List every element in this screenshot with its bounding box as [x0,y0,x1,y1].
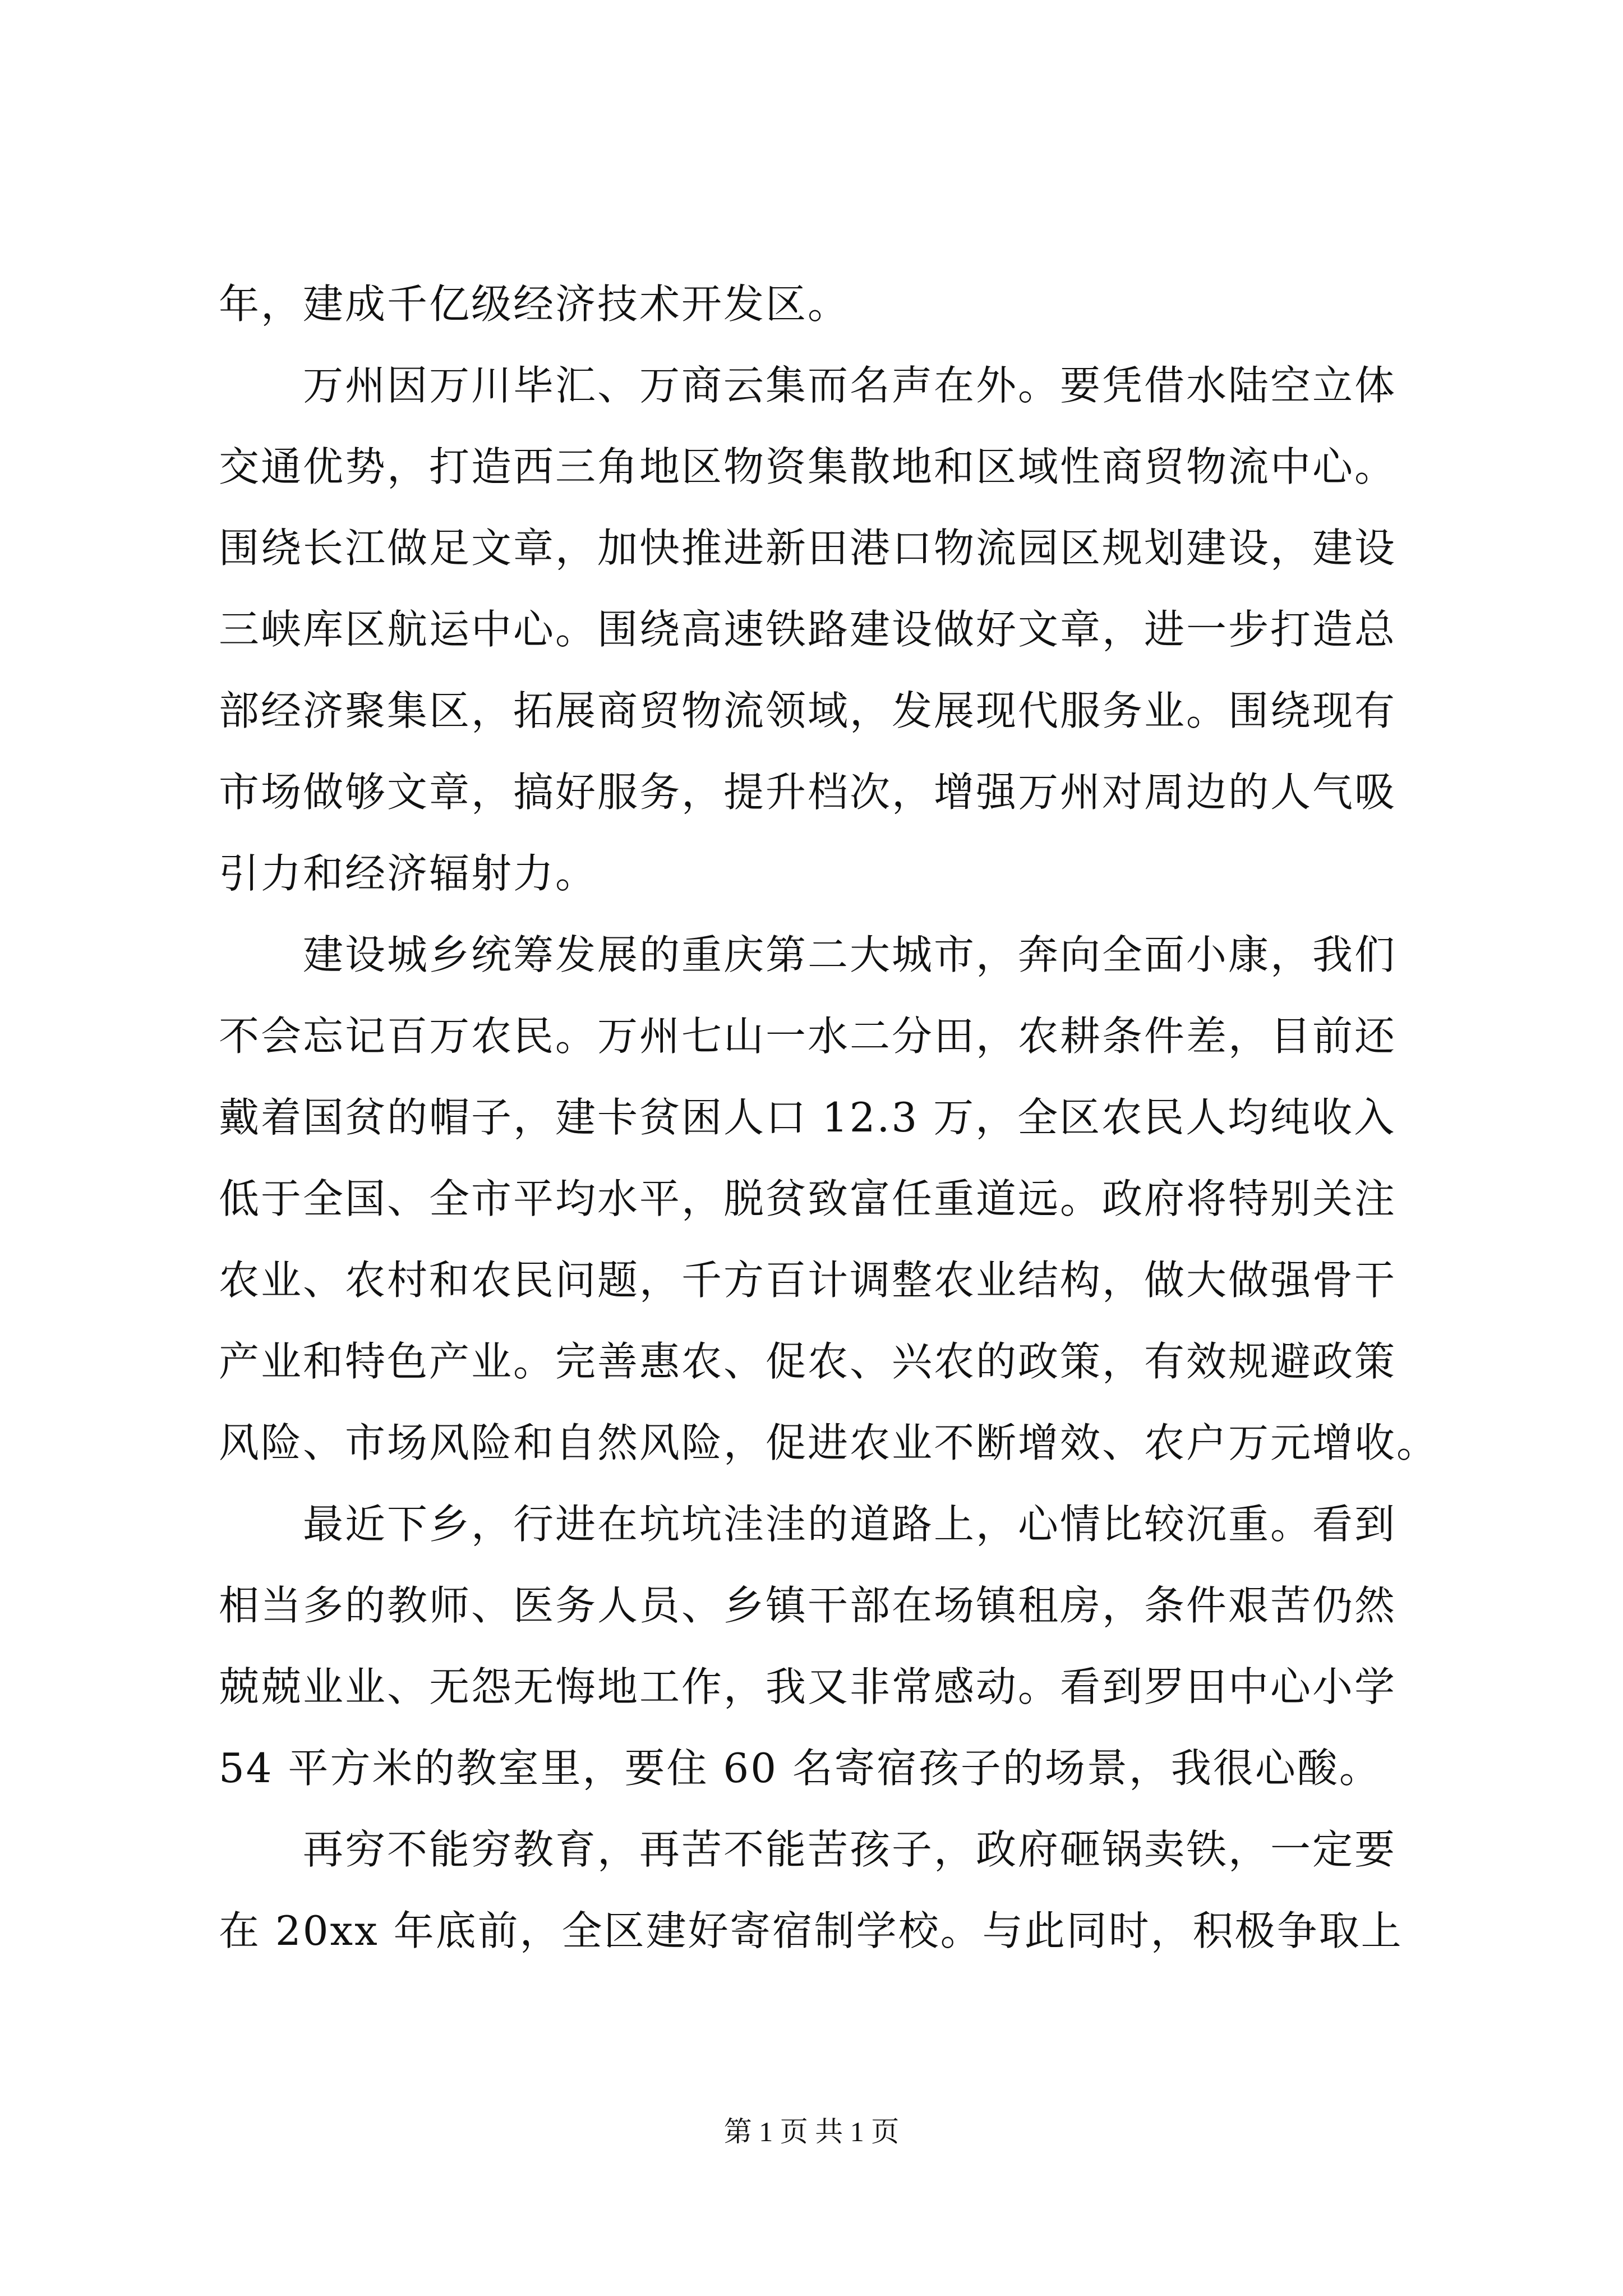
text-line: 不会忘记百万农民。万州七山一水二分田，农耕条件差，目前还 [219,1013,1397,1060]
text-line: 交通优势，打造西三角地区物资集散地和区域性商贸物流中心。 [219,443,1397,490]
text-line: 相当多的教师、医务人员、乡镇干部在场镇租房，条件艰苦仍然 [219,1582,1397,1629]
paragraph-start-line: 再穷不能穷教育，再苦不能苦孩子，政府砸锅卖铁，一定要 [303,1826,1397,1873]
text-line: 兢兢业业、无怨无悔地工作，我又非常感动。看到罗田中心小学 [219,1663,1397,1710]
text-line: 低于全国、全市平均水平，脱贫致富任重道远。政府将特别关注 [219,1175,1397,1222]
text-line: 年，建成千亿级经济技术开发区。 [219,280,850,328]
text-line: 三峡库区航运中心。围绕高速铁路建设做好文章，进一步打造总 [219,606,1397,653]
text-line: 市场做够文章，搞好服务，提升档次，增强万州对周边的人气吸 [219,769,1397,816]
text-line: 引力和经济辐射力。 [219,850,598,897]
document-body [219,264,1439,1972]
text-line: 戴着国贫的帽子，建卡贫困人口 12.3 万，全区农民人均纯收入 [219,1094,1396,1141]
text-line: 产业和特色产业。完善惠农、促农、兴农的政策，有效规避政策 [219,1338,1397,1385]
paragraph-start-line: 建设城乡统筹发展的重庆第二大城市，奔向全面小康，我们 [303,931,1397,978]
text-line: 在 20xx 年底前，全区建好寄宿制学校。与此同时，积极争取上 [219,1907,1403,1954]
paragraph-start-line: 最近下乡，行进在坑坑洼洼的道路上，心情比较沉重。看到 [303,1501,1397,1548]
text-line: 风险、市场风险和自然风险，促进农业不断增效、农户万元增收。 [219,1419,1439,1466]
text-line: 54 平方米的教室里，要住 60 名寄宿孩子的场景，我很心酸。 [219,1745,1381,1792]
text-line: 围绕长江做足文章，加快推进新田港口物流园区规划建设，建设 [219,524,1397,572]
page-number-label: 第 1 页 共 1 页 [723,2116,900,2147]
text-line: 农业、农村和农民问题，千方百计调整农业结构，做大做强骨干 [219,1257,1397,1304]
page-footer [0,2115,1623,2148]
text-line: 部经济聚集区，拓展商贸物流领域，发展现代服务业。围绕现有 [219,687,1397,734]
paragraph-start-line: 万州因万川毕汇、万商云集而名声在外。要凭借水陆空立体 [303,362,1397,409]
